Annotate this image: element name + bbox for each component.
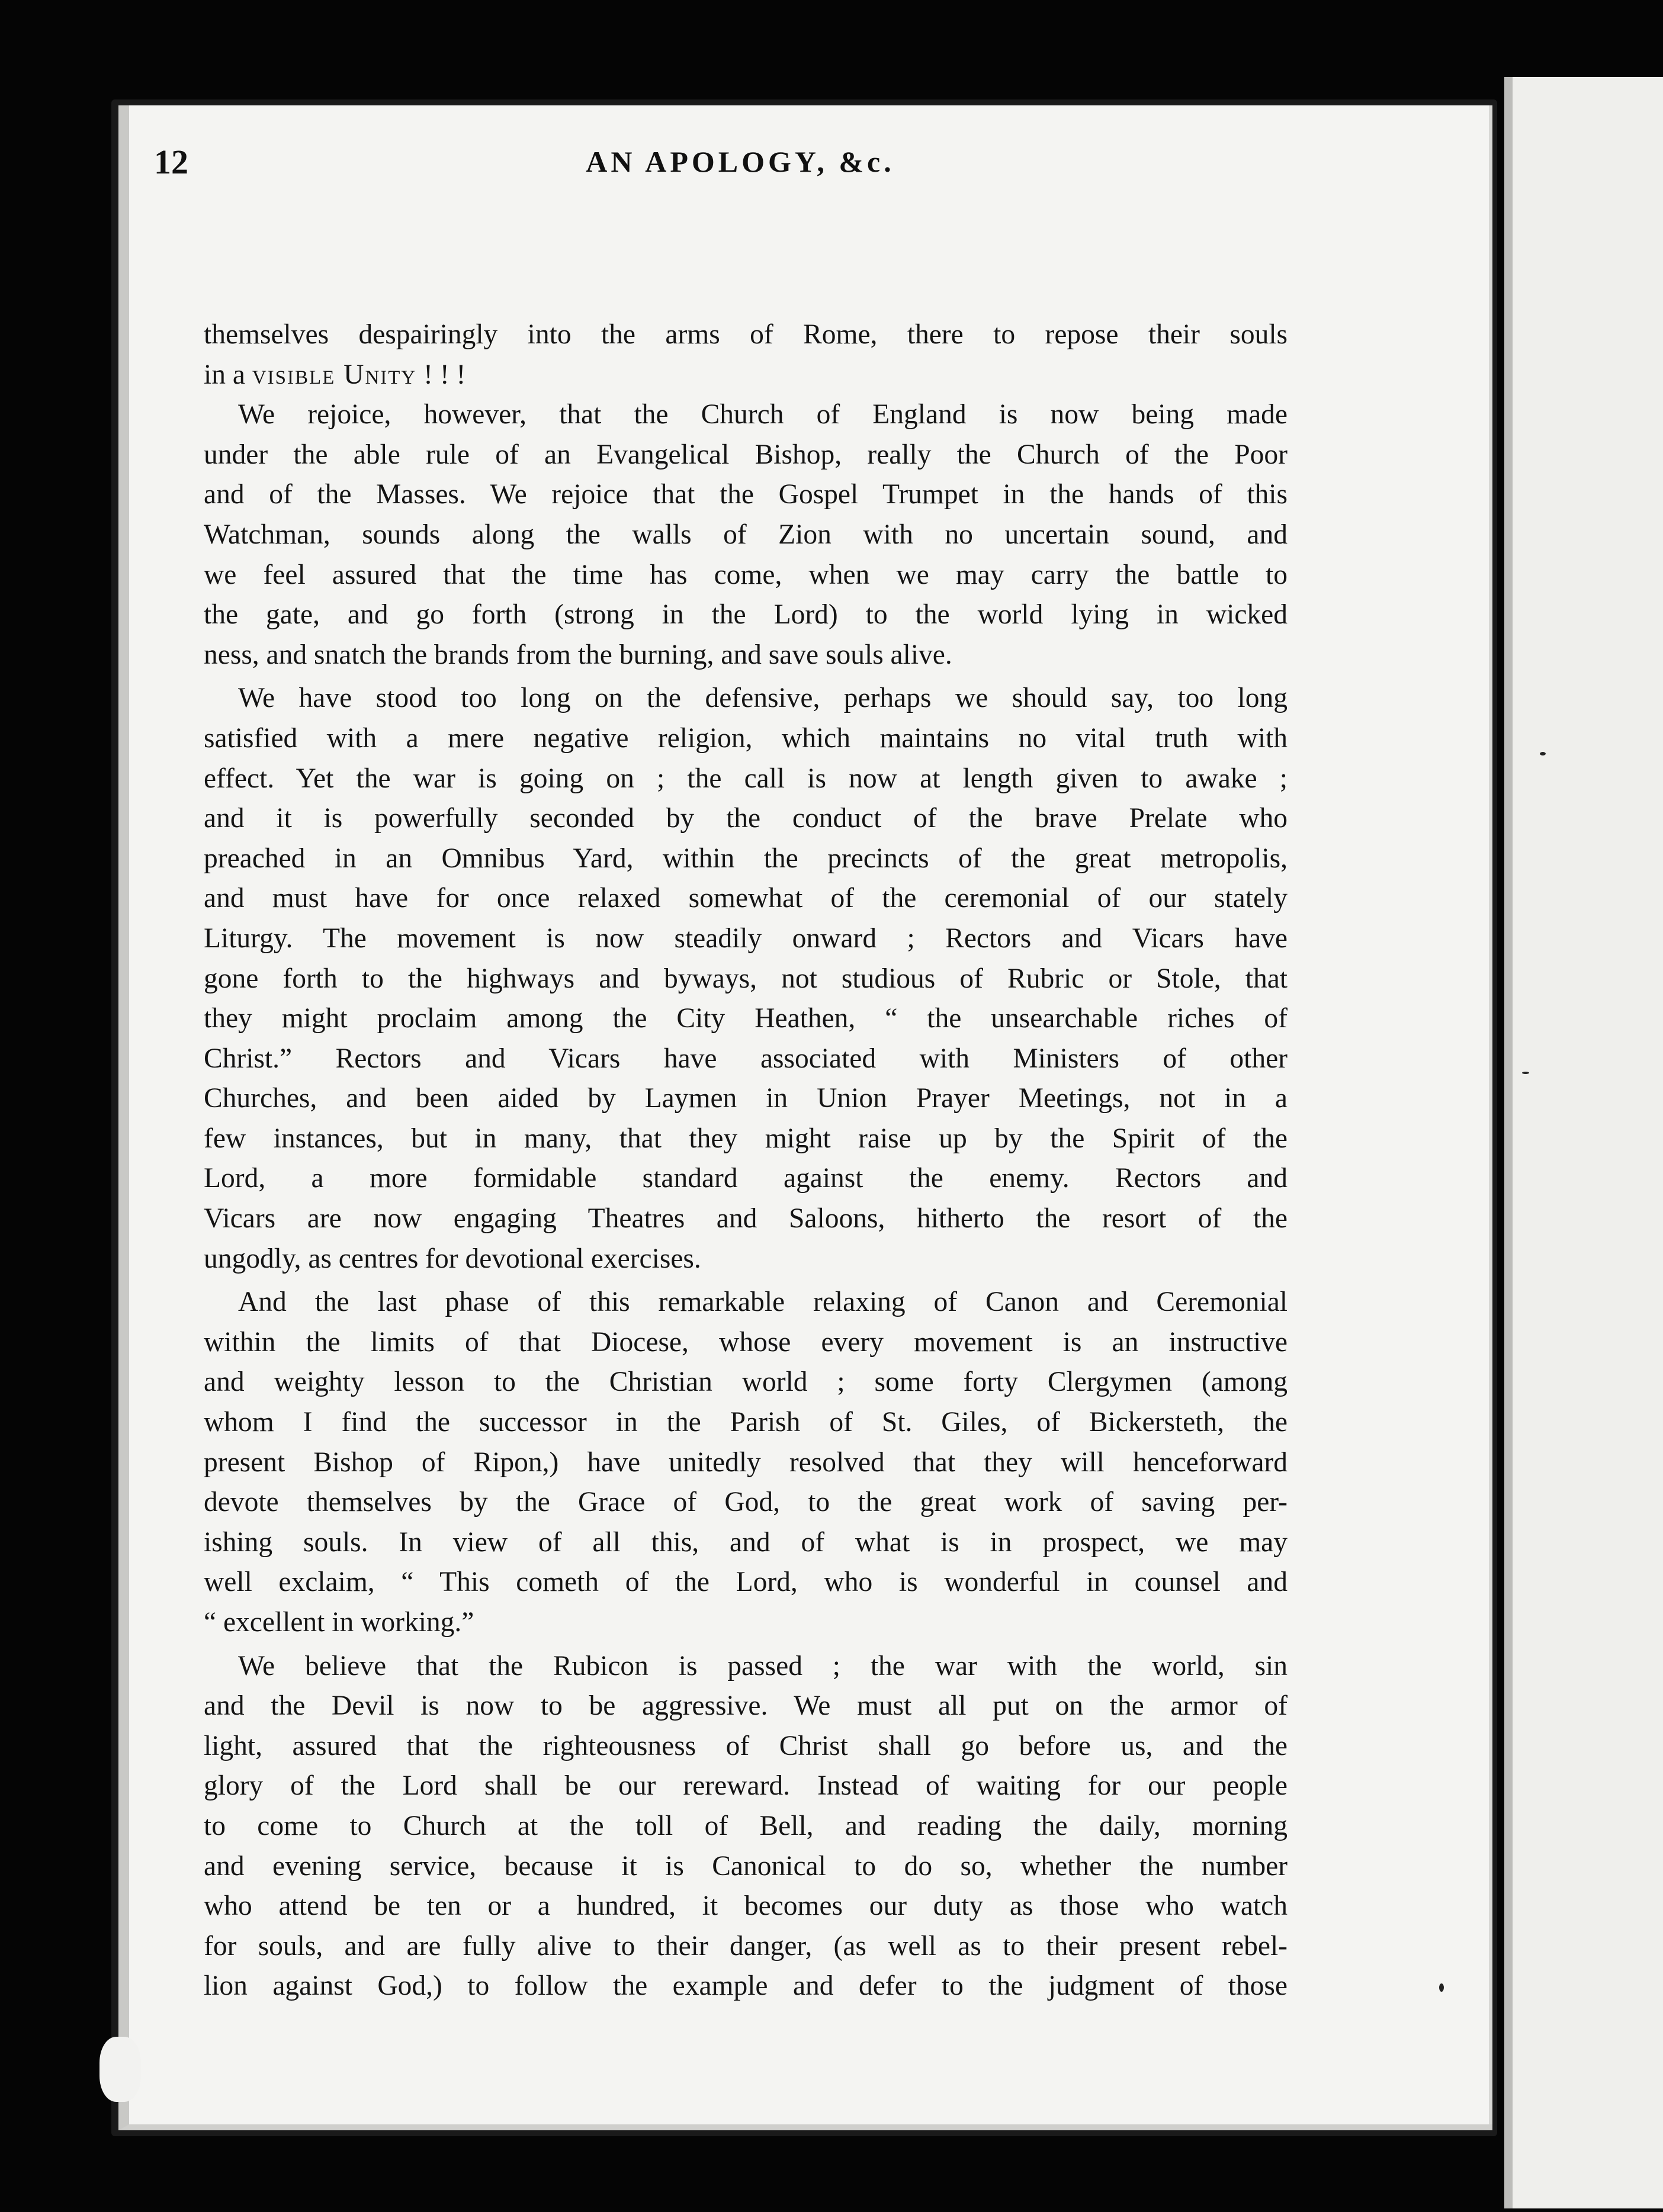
text-line: devote themselves by the Grace of God, to the great work of saving per-: [204, 1487, 1288, 1518]
text-line: to come to Church at the toll of Bell, and reading the daily, morning: [204, 1810, 1288, 1841]
text-line: themselves despairingly into the arms of Rome, there to repose their souls: [204, 319, 1288, 350]
text-line: within the limits of that Diocese, whose every movement is an instructive: [204, 1326, 1288, 1358]
text-line: preached in an Omnibus Yard, within the precincts of the great metropolis,: [204, 843, 1288, 874]
text-line: and evening service, because it is Canonical to do so, whether the number: [204, 1850, 1288, 1882]
text-line: under the able rule of an Evangelical Bishop, really the Church of the Poor: [204, 439, 1288, 470]
text-line: Watchman, sounds along the walls of Zion with no uncertain sound, and: [204, 519, 1288, 550]
text-line: we feel assured that the time has come, when we may carry the battle to: [204, 559, 1288, 590]
text-line: Churches, and been aided by Laymen in Union Prayer Meetings, not in a: [204, 1083, 1288, 1114]
text-line-start: in a: [204, 359, 252, 390]
text-line: ishing souls. In view of all this, and of what is in prospect, we may: [204, 1526, 1288, 1558]
text-line: who attend be ten or a hundred, it becomes our duty as those who watch: [204, 1891, 1288, 1922]
scan-speck: [1522, 1072, 1529, 1074]
text-line: We believe that the Rubicon is passed ; the war with the world, sin: [238, 1650, 1288, 1681]
text-line: glory of the Lord shall be our rereward. Instead of waiting for our people: [204, 1770, 1288, 1802]
text-line: We have stood too long on the defensive, perhaps we should say, too long: [238, 683, 1288, 714]
text-line: whom I find the successor in the Parish of St. Giles, of Bickersteth, the: [204, 1407, 1288, 1438]
page-edge: [1489, 105, 1492, 2124]
text-line: and it is powerfully seconded by the conduct of the brave Prelate who: [204, 803, 1288, 834]
text-line: “ excellent in working.”: [204, 1607, 474, 1638]
text-line: they might proclaim among the City Heathen, “ the unsearchable riches of: [204, 1003, 1288, 1034]
scan-speck: [1540, 752, 1546, 755]
text-line: We rejoice, however, that the Church of England is now being made: [238, 399, 1288, 430]
text-line: present Bishop of Ripon,) have unitedly resolved that they will henceforward: [204, 1446, 1288, 1478]
facing-page-edge: [1504, 77, 1663, 2208]
text-line: Christ.” Rectors and Vicars have associated with Ministers of other: [204, 1043, 1288, 1074]
text-line: the gate, and go forth (strong in the Lord) to the world lying in wicked: [204, 599, 1288, 631]
text-line: effect. Yet the war is going on ; the call is now at length given to awake ;: [204, 763, 1288, 794]
text-line: Liturgy. The movement is now steadily onward ; Rectors and Vicars have: [204, 922, 1288, 954]
text-line: for souls, and are fully alive to their danger, (as well as to their present rebel-: [204, 1930, 1288, 1962]
page-header: [154, 142, 1327, 189]
text-line: and the Devil is now to be aggressive. We must all put on the armor of: [204, 1690, 1288, 1722]
text-line: well exclaim, “ This cometh of the Lord, who is wonderful in counsel and: [204, 1567, 1288, 1598]
text-line: Vicars are now engaging Theatres and Saloons, hitherto the resort of the: [204, 1203, 1288, 1234]
scan-speck: [1439, 1983, 1444, 1992]
text-line: and of the Masses. We rejoice that the Gospel Trumpet in the hands of this: [204, 479, 1288, 510]
text-line: lion against God,) to follow the example and defer to the judgment of those: [204, 1970, 1288, 2002]
text-line: light, assured that the righteousness of Christ shall go before us, and the: [204, 1730, 1288, 1761]
text-line: Lord, a more formidable standard against the enemy. Rectors and: [204, 1163, 1288, 1194]
text-line: And the last phase of this remarkable relaxing of Canon and Ceremonial: [238, 1287, 1288, 1318]
text-line: few instances, but in many, that they might raise up by the Spirit of the: [204, 1123, 1288, 1154]
scan-blot: [99, 2037, 141, 2102]
page-number: 12: [154, 143, 188, 181]
running-head: AN APOLOGY, &c.: [586, 145, 895, 178]
text-line: ness, and snatch the brands from the burning, and save souls alive.: [204, 639, 952, 670]
smallcaps-phrase: visible Unity: [252, 359, 417, 390]
text-line: and weighty lesson to the Christian world ; some forty Clergymen (among: [204, 1367, 1288, 1398]
text-line: and must have for once relaxed somewhat of the ceremonial of our stately: [204, 883, 1288, 914]
exclamation-marks: ! ! !: [416, 359, 466, 390]
text-line: gone forth to the highways and byways, not studious of Rubric or Stole, that: [204, 963, 1288, 994]
text-line: ungodly, as centres for devotional exercises.: [204, 1243, 701, 1274]
text-line: [204, 355, 1288, 396]
text-line: satisfied with a mere negative religion, which maintains no vital truth with: [204, 722, 1288, 754]
body-text: [204, 315, 1288, 2007]
